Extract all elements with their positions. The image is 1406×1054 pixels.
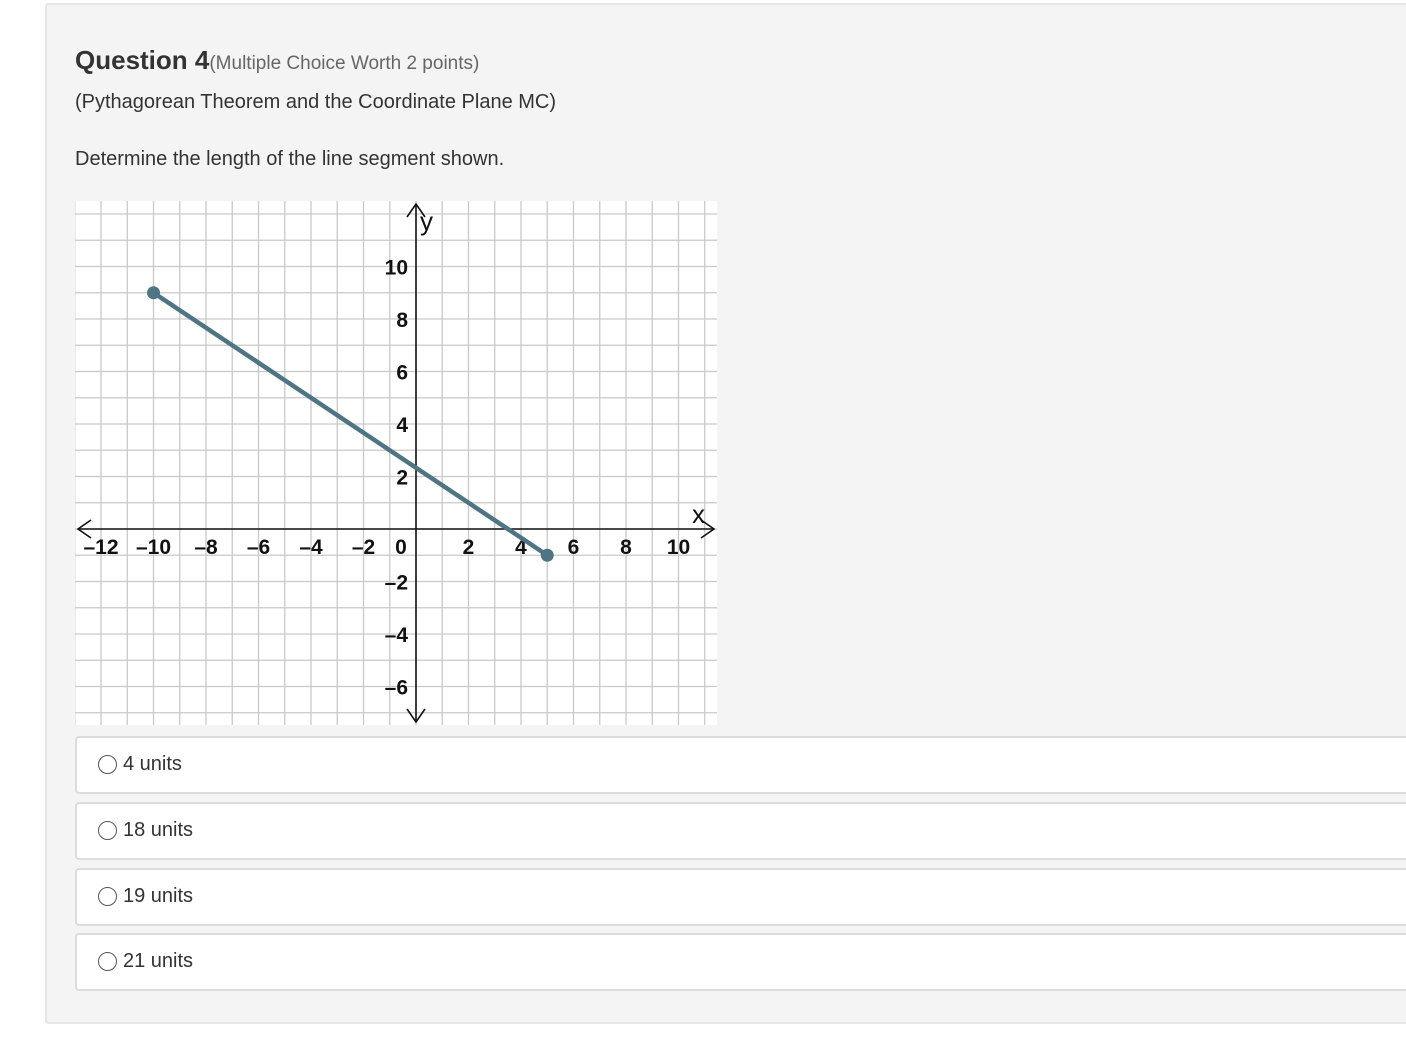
question-number: Question 4 [75,45,210,75]
question-topic: (Pythagorean Theorem and the Coordinate Plane MC) [75,91,557,113]
y-tick-label: –6 [384,676,408,700]
y-tick-label: –4 [384,624,408,647]
y-tick-label: 6 [396,361,408,385]
question-prompt: Determine the length of the line segment shown. [75,148,505,170]
y-tick-label: 2 [396,466,408,490]
question-worth: (Multiple Choice Worth 2 points) [209,53,480,74]
x-tick-label: 10 [666,536,691,559]
y-tick-label: –2 [384,571,408,595]
answer-option-4[interactable] [75,933,1406,991]
answer-option-label: 21 units [123,950,194,972]
answer-option-3[interactable] [75,868,1406,926]
radio-button[interactable] [98,887,117,906]
y-axis-label: y [420,206,433,236]
x-tick-label: –8 [194,536,218,559]
radio-button[interactable] [98,952,117,971]
segment-endpoint [147,286,160,299]
x-tick-label: 6 [567,536,580,559]
x-tick-label: 2 [462,536,475,559]
radio-button[interactable] [98,821,117,840]
question-header [75,45,479,76]
y-tick-label: 8 [396,309,408,332]
answer-option-label: 19 units [123,885,194,907]
coordinate-plane-graph [75,201,717,725]
x-tick-label: –6 [246,536,271,559]
x-tick-label: –12 [83,536,119,559]
question-card [45,3,1406,1024]
answer-option-label: 18 units [123,819,194,841]
x-tick-label: –2 [351,536,376,559]
x-tick-label: 4 [515,536,527,559]
radio-button[interactable] [98,755,117,774]
answer-option-1[interactable] [75,736,1406,794]
x-tick-label: –10 [135,536,172,559]
answer-option-2[interactable] [75,802,1406,860]
y-tick-label: 4 [396,414,408,437]
y-tick-label: 10 [384,256,408,280]
segment-endpoint [541,549,554,562]
answer-option-label: 4 units [123,753,182,775]
coordinate-plane-svg [75,201,717,725]
x-axis-label: x [692,499,705,529]
x-tick-label: –4 [299,536,323,559]
x-tick-label: 0 [395,536,407,559]
x-tick-label: 8 [620,536,632,559]
